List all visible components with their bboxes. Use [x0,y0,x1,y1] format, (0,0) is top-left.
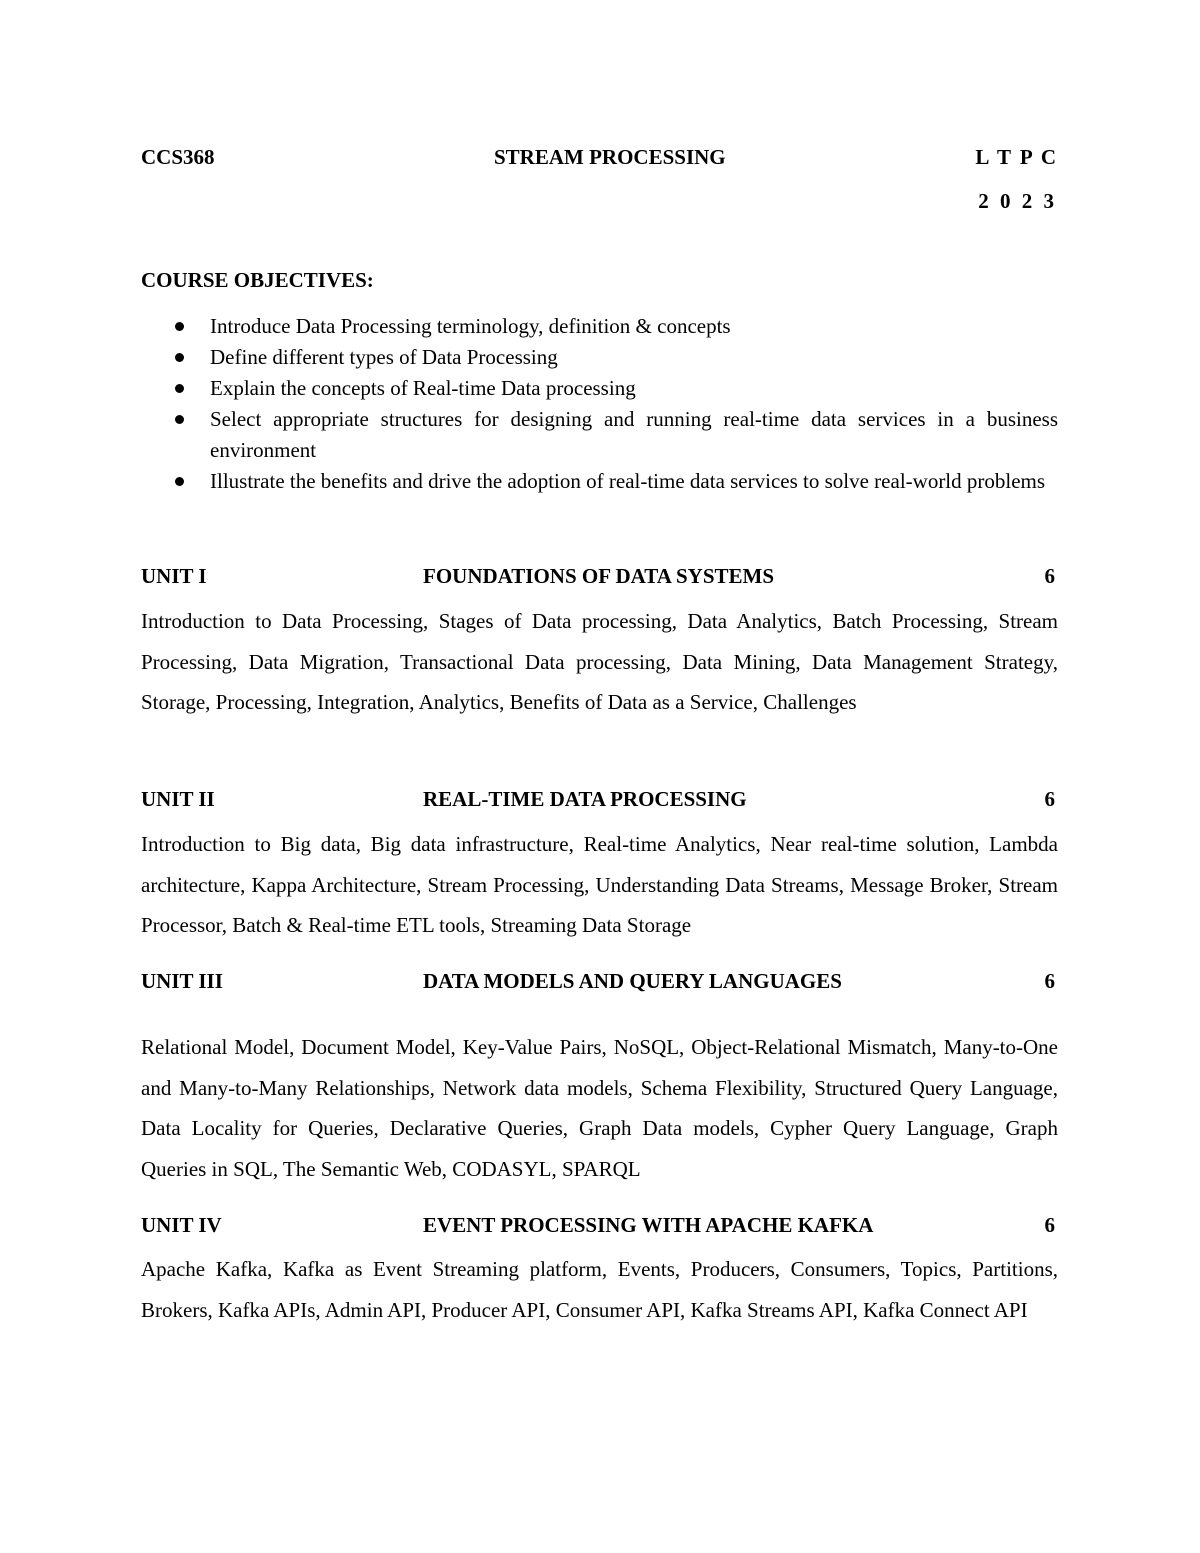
objective-text: Introduce Data Processing terminology, definition & concepts [210,314,731,338]
bullet-icon [175,477,184,486]
course-code: CCS368 [141,145,215,169]
unit-content: Introduction to Data Processing, Stages of Data processing, Data Analytics, Batch Processing, Stream Processing, Data Migration, Transactional Data processing, Data Mining, Data Management Strategy, Storage, Processing, Integration, Analytics, Benefits of Data as a Service, Challenges [141,609,1058,714]
unit-number: UNIT I [141,564,207,588]
objective-text: Define different types of Data Processing [210,345,558,369]
unit-heading [141,787,1058,813]
list-item [141,373,1058,404]
objectives-heading: COURSE OBJECTIVES: [141,268,374,292]
objectives-list [141,311,1058,497]
unit-hours: 6 [1044,564,1055,588]
unit-hours: 6 [1044,1213,1055,1237]
unit-title: REAL-TIME DATA PROCESSING [423,787,747,811]
list-item [141,342,1058,373]
bullet-icon [175,415,184,424]
ltpc-values: 2 0 2 3 [978,189,1057,213]
bullet-icon [175,384,184,393]
list-item [141,311,1058,342]
list-item [141,466,1058,497]
ltpc-label: L T P C [975,145,1058,169]
objective-text: Illustrate the benefits and drive the adoption of real-time data services to solve real-world problems [210,469,1046,493]
unit-title: FOUNDATIONS OF DATA SYSTEMS [423,564,775,588]
unit-hours: 6 [1044,787,1055,811]
unit-number: UNIT II [141,787,215,811]
unit-heading [141,1213,1058,1239]
list-item [141,404,1058,466]
unit-title: EVENT PROCESSING WITH APACHE KAFKA [423,1213,874,1237]
unit-title: DATA MODELS AND QUERY LANGUAGES [423,969,842,993]
unit-number: UNIT IV [141,1213,222,1237]
unit-heading [141,969,1058,995]
bullet-icon [175,322,184,331]
course-title: STREAM PROCESSING [494,145,726,169]
unit-content: Relational Model, Document Model, Key-Value Pairs, NoSQL, Object-Relational Mismatch, Many-to-One and Many-to-Many Relationships, Network data models, Schema Flexibility, Structured Query Language, Data Locality for Queries, Declarative Queries, Graph Data models, Cypher Query Language, Graph Queries in SQL, The Semantic Web, CODASYL, SPARQL [141,1035,1058,1181]
course-header [141,145,1058,171]
bullet-icon [175,353,184,362]
objective-text: Explain the concepts of Real-time Data processing [210,376,636,400]
unit-content: Introduction to Big data, Big data infrastructure, Real-time Analytics, Near real-time solution, Lambda architecture, Kappa Architecture, Stream Processing, Understanding Data Streams, Message Broker, Stream Processor, Batch & Real-time ETL tools, Streaming Data Storage [141,832,1058,937]
unit-hours: 6 [1044,969,1055,993]
unit-heading [141,564,1058,590]
objective-text: Select appropriate structures for designing and running real-time data services in a business environment [210,407,1058,462]
unit-content: Apache Kafka, Kafka as Event Streaming platform, Events, Producers, Consumers, Topics, Partitions, Brokers, Kafka APIs, Admin API, Producer API, Consumer API, Kafka Streams API, Kafka Connect API [141,1257,1058,1322]
unit-number: UNIT III [141,969,223,993]
